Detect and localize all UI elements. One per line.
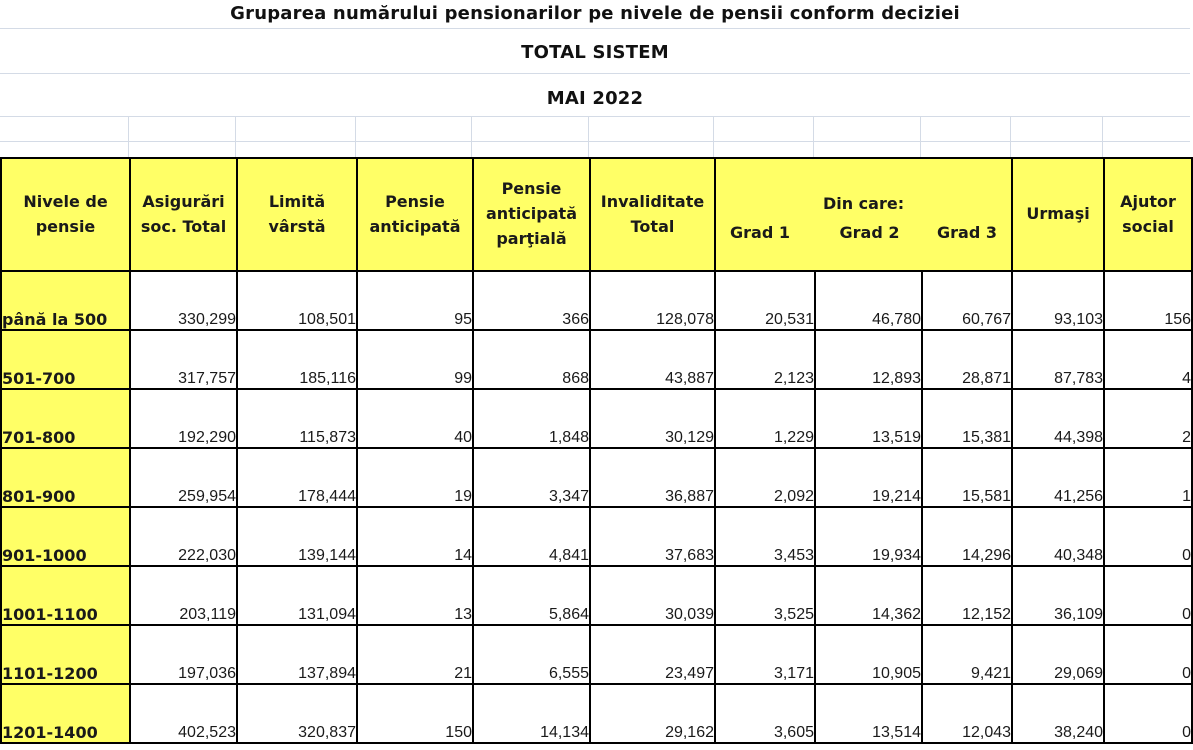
- cell-urmasi: 41,256: [1012, 448, 1104, 507]
- header-grad-2: Grad 2: [839, 223, 900, 242]
- header-asigurari: Asigurări soc. Total: [130, 158, 237, 271]
- cell-urmasi: 29,069: [1012, 625, 1104, 684]
- cell-limita: 108,501: [237, 271, 357, 330]
- table-header-row: [1, 158, 1192, 271]
- cell-anticipata-partiala: 3,347: [473, 448, 590, 507]
- cell-ajutor: 4: [1104, 330, 1192, 389]
- cell-anticipata-partiala: 5,864: [473, 566, 590, 625]
- cell-asigurari: 197,036: [130, 625, 237, 684]
- header-grad-1: Grad 1: [730, 223, 790, 242]
- grid-line: [0, 28, 1190, 29]
- cell-grad2: 46,780: [815, 271, 922, 330]
- grid-line: [235, 116, 236, 157]
- cell-anticipata-partiala: 14,134: [473, 684, 590, 743]
- grid-line: [920, 116, 921, 157]
- cell-grad2: 12,893: [815, 330, 922, 389]
- cell-grad1: 2,092: [715, 448, 815, 507]
- cell-grad3: 12,043: [922, 684, 1012, 743]
- grid-line: [128, 116, 129, 157]
- cell-grad3: 15,381: [922, 389, 1012, 448]
- report-title: Gruparea numărului pensionarilor pe nivele de pensii conform deciziei: [230, 3, 960, 24]
- cell-anticipata: 14: [357, 507, 473, 566]
- cell-limita: 185,116: [237, 330, 357, 389]
- cell-urmasi: 44,398: [1012, 389, 1104, 448]
- cell-anticipata: 150: [357, 684, 473, 743]
- cell-ajutor: 156: [1104, 271, 1192, 330]
- cell-asigurari: 402,523: [130, 684, 237, 743]
- cell-grad1: 1,229: [715, 389, 815, 448]
- grid-line: [0, 141, 1190, 142]
- row-level-label: 801-900: [1, 448, 130, 507]
- cell-grad1: 2,123: [715, 330, 815, 389]
- cell-limita: 115,873: [237, 389, 357, 448]
- cell-anticipata: 13: [357, 566, 473, 625]
- cell-asigurari: 222,030: [130, 507, 237, 566]
- cell-anticipata-partiala: 6,555: [473, 625, 590, 684]
- table-row: [1, 271, 1192, 330]
- row-level-label: 901-1000: [1, 507, 130, 566]
- table-row: [1, 625, 1192, 684]
- header-invaliditate: Invaliditate Total: [590, 158, 715, 271]
- cell-invaliditate: 29,162: [590, 684, 715, 743]
- cell-grad2: 14,362: [815, 566, 922, 625]
- cell-anticipata: 40: [357, 389, 473, 448]
- header-anticipata: Pensie anticipată: [357, 158, 473, 271]
- cell-ajutor: 0: [1104, 684, 1192, 743]
- cell-grad1: 3,171: [715, 625, 815, 684]
- table-row: [1, 566, 1192, 625]
- cell-ajutor: 0: [1104, 507, 1192, 566]
- row-level-label: 1001-1100: [1, 566, 130, 625]
- cell-limita: 178,444: [237, 448, 357, 507]
- cell-anticipata: 21: [357, 625, 473, 684]
- grid-line: [0, 73, 1190, 74]
- grid-line: [355, 116, 356, 157]
- cell-anticipata-partiala: 1,848: [473, 389, 590, 448]
- cell-grad1: 3,453: [715, 507, 815, 566]
- cell-limita: 320,837: [237, 684, 357, 743]
- cell-anticipata: 95: [357, 271, 473, 330]
- header-din-care-group: [715, 158, 1012, 271]
- cell-grad1: 3,605: [715, 684, 815, 743]
- report-subtitle: TOTAL SISTEM: [521, 42, 669, 63]
- cell-asigurari: 192,290: [130, 389, 237, 448]
- cell-anticipata-partiala: 4,841: [473, 507, 590, 566]
- cell-limita: 139,144: [237, 507, 357, 566]
- cell-asigurari: 203,119: [130, 566, 237, 625]
- row-level-label: 501-700: [1, 330, 130, 389]
- cell-limita: 131,094: [237, 566, 357, 625]
- cell-ajutor: 2: [1104, 389, 1192, 448]
- cell-grad2: 19,214: [815, 448, 922, 507]
- pensioners-table: [0, 157, 1193, 744]
- cell-invaliditate: 30,039: [590, 566, 715, 625]
- row-level-label: până la 500: [1, 271, 130, 330]
- header-grad-3: Grad 3: [937, 223, 997, 242]
- cell-grad2: 10,905: [815, 625, 922, 684]
- cell-grad2: 13,514: [815, 684, 922, 743]
- header-din-care: Din care:: [822, 194, 905, 213]
- table-row: [1, 448, 1192, 507]
- cell-invaliditate: 43,887: [590, 330, 715, 389]
- cell-grad3: 9,421: [922, 625, 1012, 684]
- row-level-label: 701-800: [1, 389, 130, 448]
- cell-asigurari: 259,954: [130, 448, 237, 507]
- cell-grad3: 28,871: [922, 330, 1012, 389]
- cell-grad2: 13,519: [815, 389, 922, 448]
- cell-anticipata-partiala: 868: [473, 330, 590, 389]
- grid-line: [0, 116, 1190, 117]
- cell-urmasi: 38,240: [1012, 684, 1104, 743]
- cell-ajutor: 1: [1104, 448, 1192, 507]
- grid-line: [1102, 116, 1103, 157]
- grid-line: [588, 116, 589, 157]
- row-level-label: 1201-1400: [1, 684, 130, 743]
- table-row: [1, 507, 1192, 566]
- cell-grad3: 12,152: [922, 566, 1012, 625]
- cell-urmasi: 93,103: [1012, 271, 1104, 330]
- grid-line: [1010, 116, 1011, 157]
- cell-grad1: 3,525: [715, 566, 815, 625]
- cell-grad2: 19,934: [815, 507, 922, 566]
- cell-urmasi: 36,109: [1012, 566, 1104, 625]
- cell-grad1: 20,531: [715, 271, 815, 330]
- cell-invaliditate: 36,887: [590, 448, 715, 507]
- table-row: [1, 684, 1192, 743]
- cell-asigurari: 317,757: [130, 330, 237, 389]
- grid-line: [813, 116, 814, 157]
- grid-line: [713, 116, 714, 157]
- cell-ajutor: 0: [1104, 625, 1192, 684]
- cell-urmasi: 87,783: [1012, 330, 1104, 389]
- cell-invaliditate: 128,078: [590, 271, 715, 330]
- cell-grad3: 60,767: [922, 271, 1012, 330]
- cell-invaliditate: 37,683: [590, 507, 715, 566]
- row-level-label: 1101-1200: [1, 625, 130, 684]
- header-nivele: Nivele de pensie: [1, 158, 130, 271]
- grid-line: [471, 116, 472, 157]
- cell-anticipata-partiala: 366: [473, 271, 590, 330]
- header-ajutor: Ajutor social: [1104, 158, 1192, 271]
- cell-invaliditate: 23,497: [590, 625, 715, 684]
- header-urmasi: Urmaşi: [1012, 158, 1104, 271]
- table-row: [1, 330, 1192, 389]
- cell-anticipata: 19: [357, 448, 473, 507]
- table-row: [1, 389, 1192, 448]
- cell-urmasi: 40,348: [1012, 507, 1104, 566]
- cell-grad3: 14,296: [922, 507, 1012, 566]
- cell-grad3: 15,581: [922, 448, 1012, 507]
- cell-anticipata: 99: [357, 330, 473, 389]
- header-anticipata-partiala: Pensie anticipată parţială: [473, 158, 590, 271]
- cell-limita: 137,894: [237, 625, 357, 684]
- cell-invaliditate: 30,129: [590, 389, 715, 448]
- cell-ajutor: 0: [1104, 566, 1192, 625]
- cell-asigurari: 330,299: [130, 271, 237, 330]
- report-period: MAI 2022: [546, 88, 644, 109]
- header-limita: Limită vârstă: [237, 158, 357, 271]
